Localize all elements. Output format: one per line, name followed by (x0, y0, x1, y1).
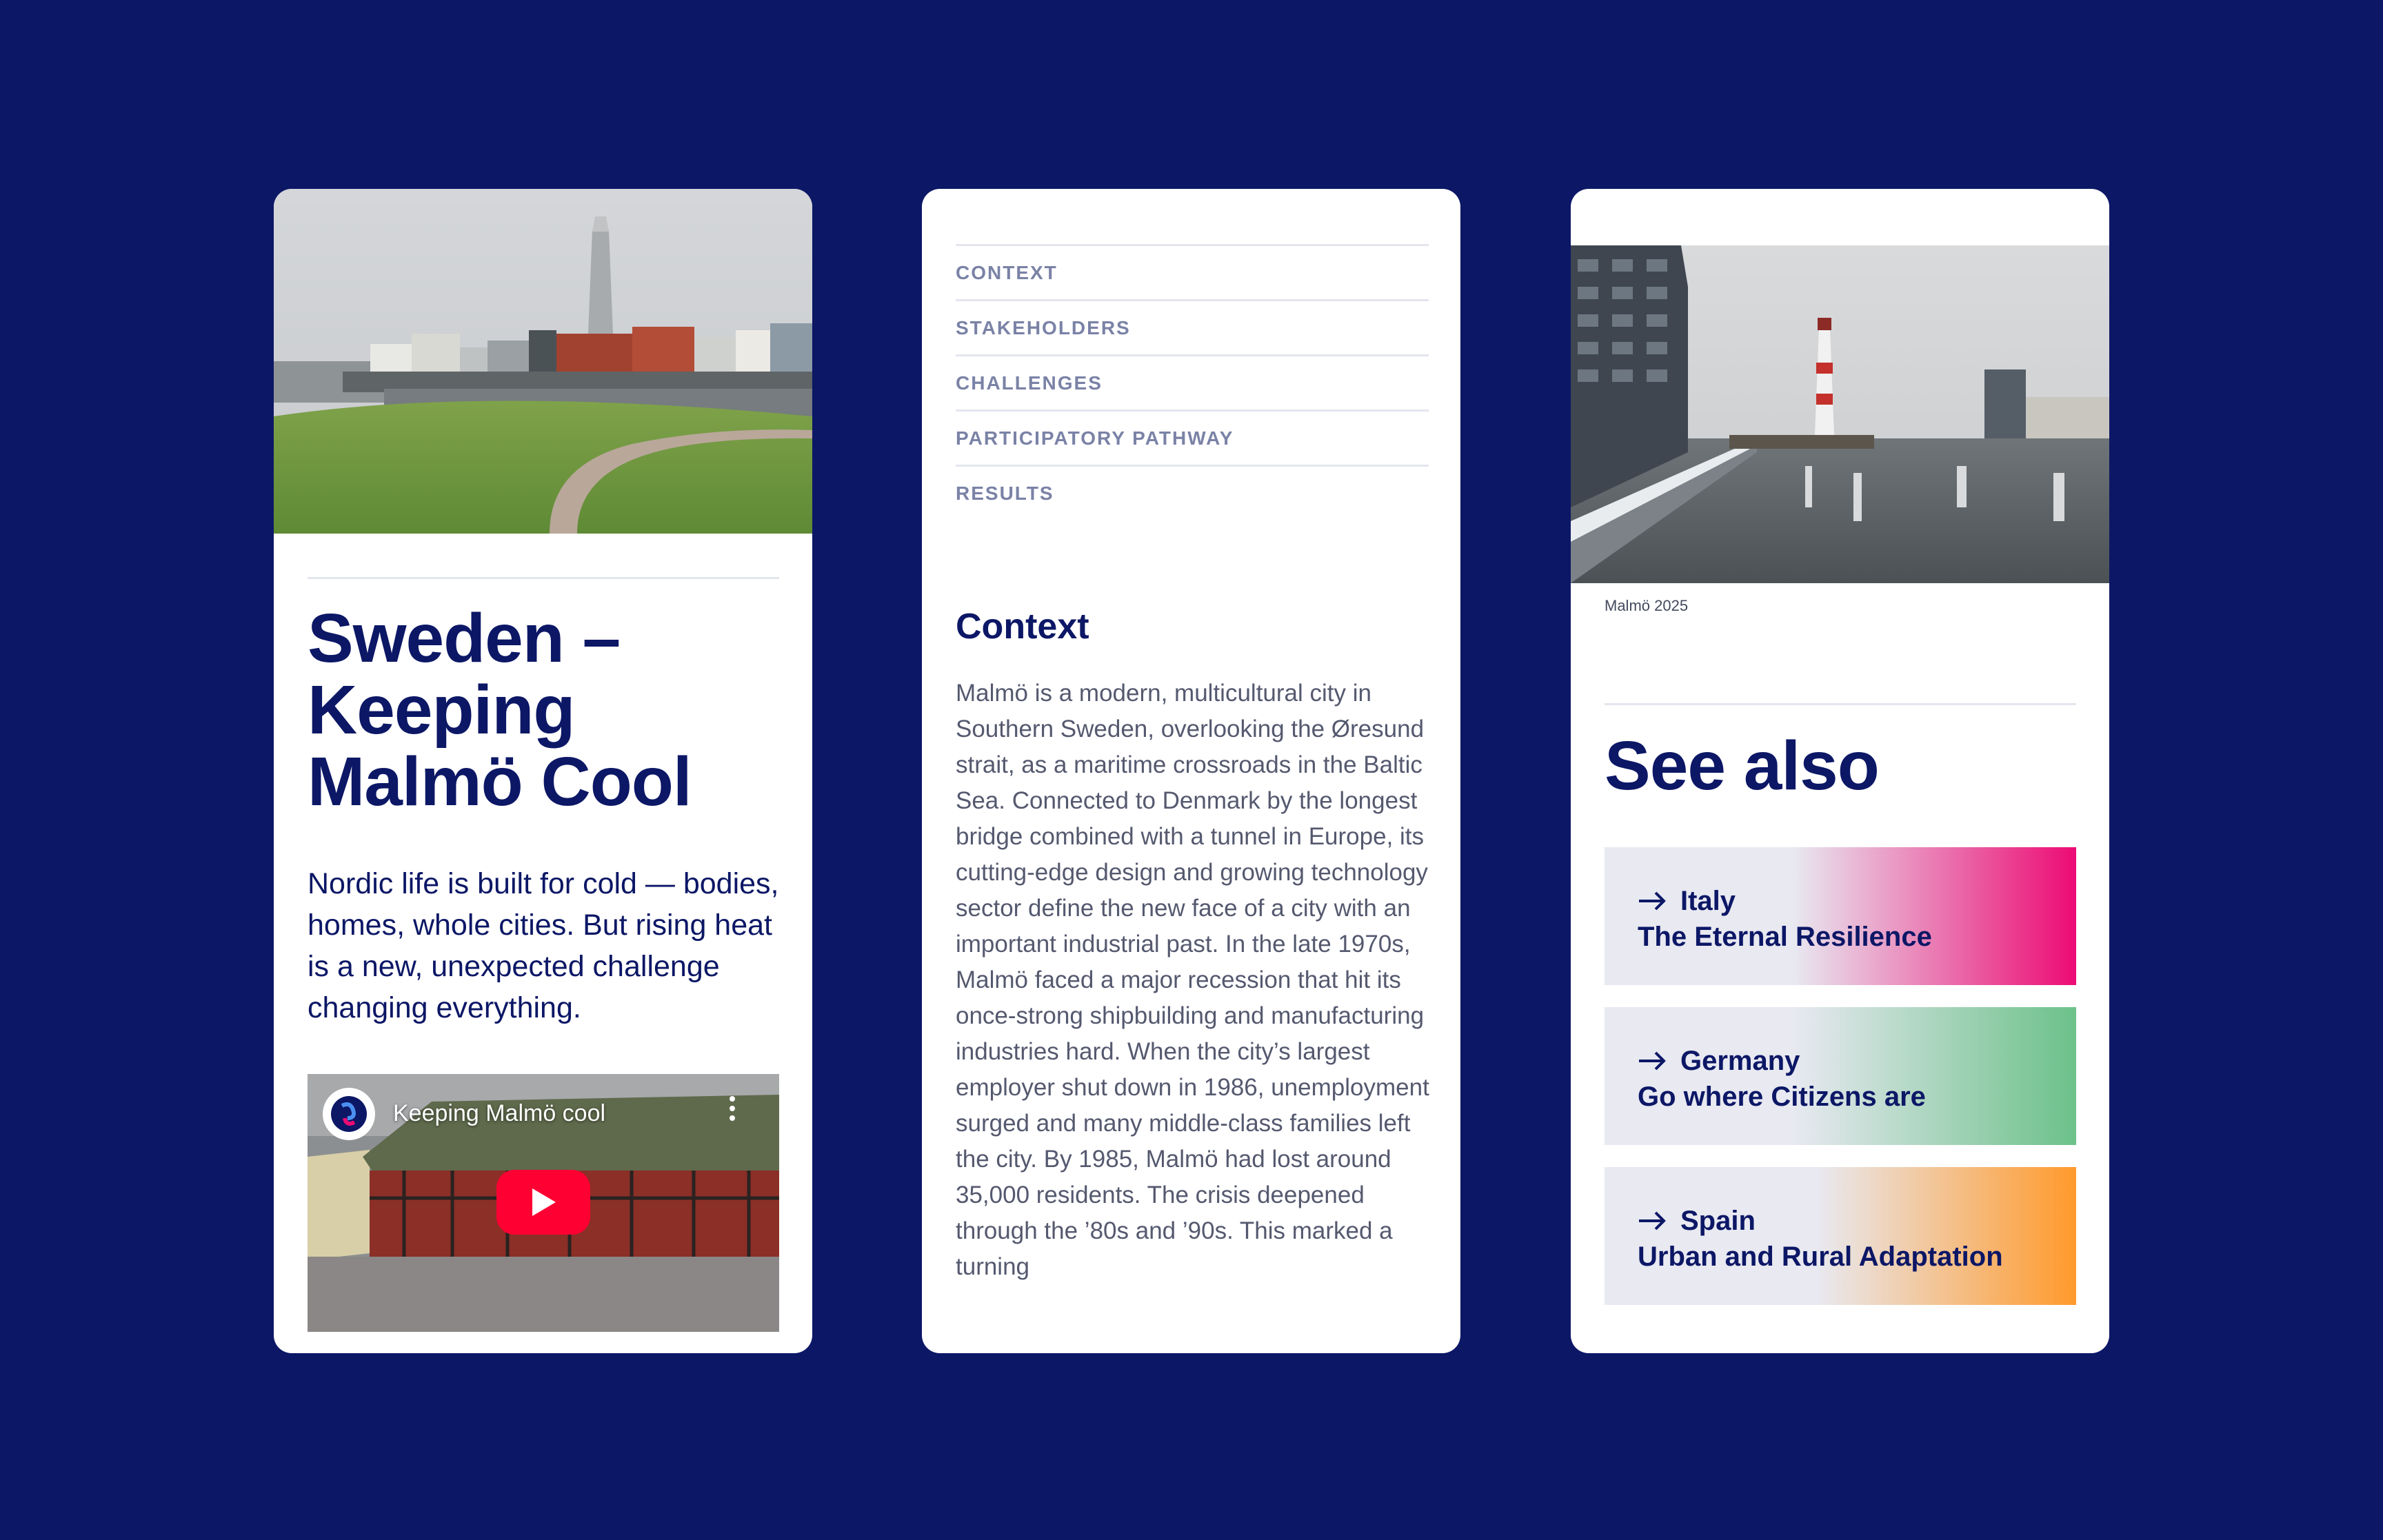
harbor-lighthouse-photo (1571, 245, 2109, 583)
divider (308, 577, 779, 579)
context-card (922, 189, 1460, 1353)
divider (1605, 703, 2076, 705)
photo-caption: Malmö 2025 (1605, 597, 1689, 614)
toc-item-stakeholders[interactable]: STAKEHOLDERS (956, 299, 1429, 354)
see-also-item-spain[interactable] (1605, 1167, 2076, 1305)
more-vertical-icon[interactable] (730, 1096, 735, 1125)
section-heading: Context (956, 607, 1089, 647)
case-study-intro-card (274, 189, 812, 1353)
toc-item-context[interactable]: CONTEXT (956, 244, 1429, 299)
see-also-subtitle: The Eternal Resilience (1638, 922, 1932, 952)
section-body: Malmö is a modern, multicultural city in Southern Sweden, overlooking the Øresund strait, as a maritime crossroads in the Baltic Sea. Connected to Denmark by the longest bridge combined with a tunnel in Europe, its cutting-edge design and growing technology sector define the new face of a city with an important industrial past. In the late 1970s, Malmö faced a major recession that hit its once-strong shipbuilding and manufacturing industries hard. When the city’s largest employer shut down in 1986, unemployment surged and many middle-class families left the city. By 1985, Malmö had lost around 35,000 residents. The crisis deepened through the ’80s and ’90s. This marked a turning (956, 680, 1429, 1280)
video-player[interactable] (308, 1074, 779, 1332)
arrow-right-icon (1638, 1051, 1667, 1071)
channel-logo-icon[interactable] (323, 1088, 375, 1140)
see-also-subtitle: Urban and Rural Adaptation (1638, 1242, 2003, 1272)
toc-item-participatory-pathway[interactable]: PARTICIPATORY PATHWAY (956, 409, 1429, 465)
see-also-heading: See also (1605, 727, 1879, 804)
page-title: Sweden – Keeping Malmö Cool (308, 600, 692, 820)
toc-item-results[interactable]: RESULTS (956, 465, 1429, 520)
see-also-item-italy[interactable] (1605, 847, 2076, 985)
toc-item-challenges[interactable]: CHALLENGES (956, 354, 1429, 409)
see-also-subtitle: Go where Citizens are (1638, 1082, 1926, 1112)
arrow-right-icon (1638, 1210, 1667, 1231)
hero-photo-turning-torso (274, 189, 812, 534)
see-also-card (1571, 189, 2109, 1353)
table-of-contents (956, 244, 1429, 520)
lead-paragraph: Nordic life is built for cold — bodies, homes, whole cities. But rising heat is a new, unexpected challenge changing everything. (308, 867, 779, 1024)
play-icon[interactable] (496, 1170, 590, 1235)
see-also-country: Italy (1680, 886, 1736, 916)
see-also-item-germany[interactable] (1605, 1007, 2076, 1145)
see-also-country: Spain (1680, 1206, 1756, 1236)
see-also-country: Germany (1680, 1046, 1800, 1076)
video-title[interactable]: Keeping Malmö cool (393, 1100, 606, 1126)
arrow-right-icon (1638, 891, 1667, 911)
